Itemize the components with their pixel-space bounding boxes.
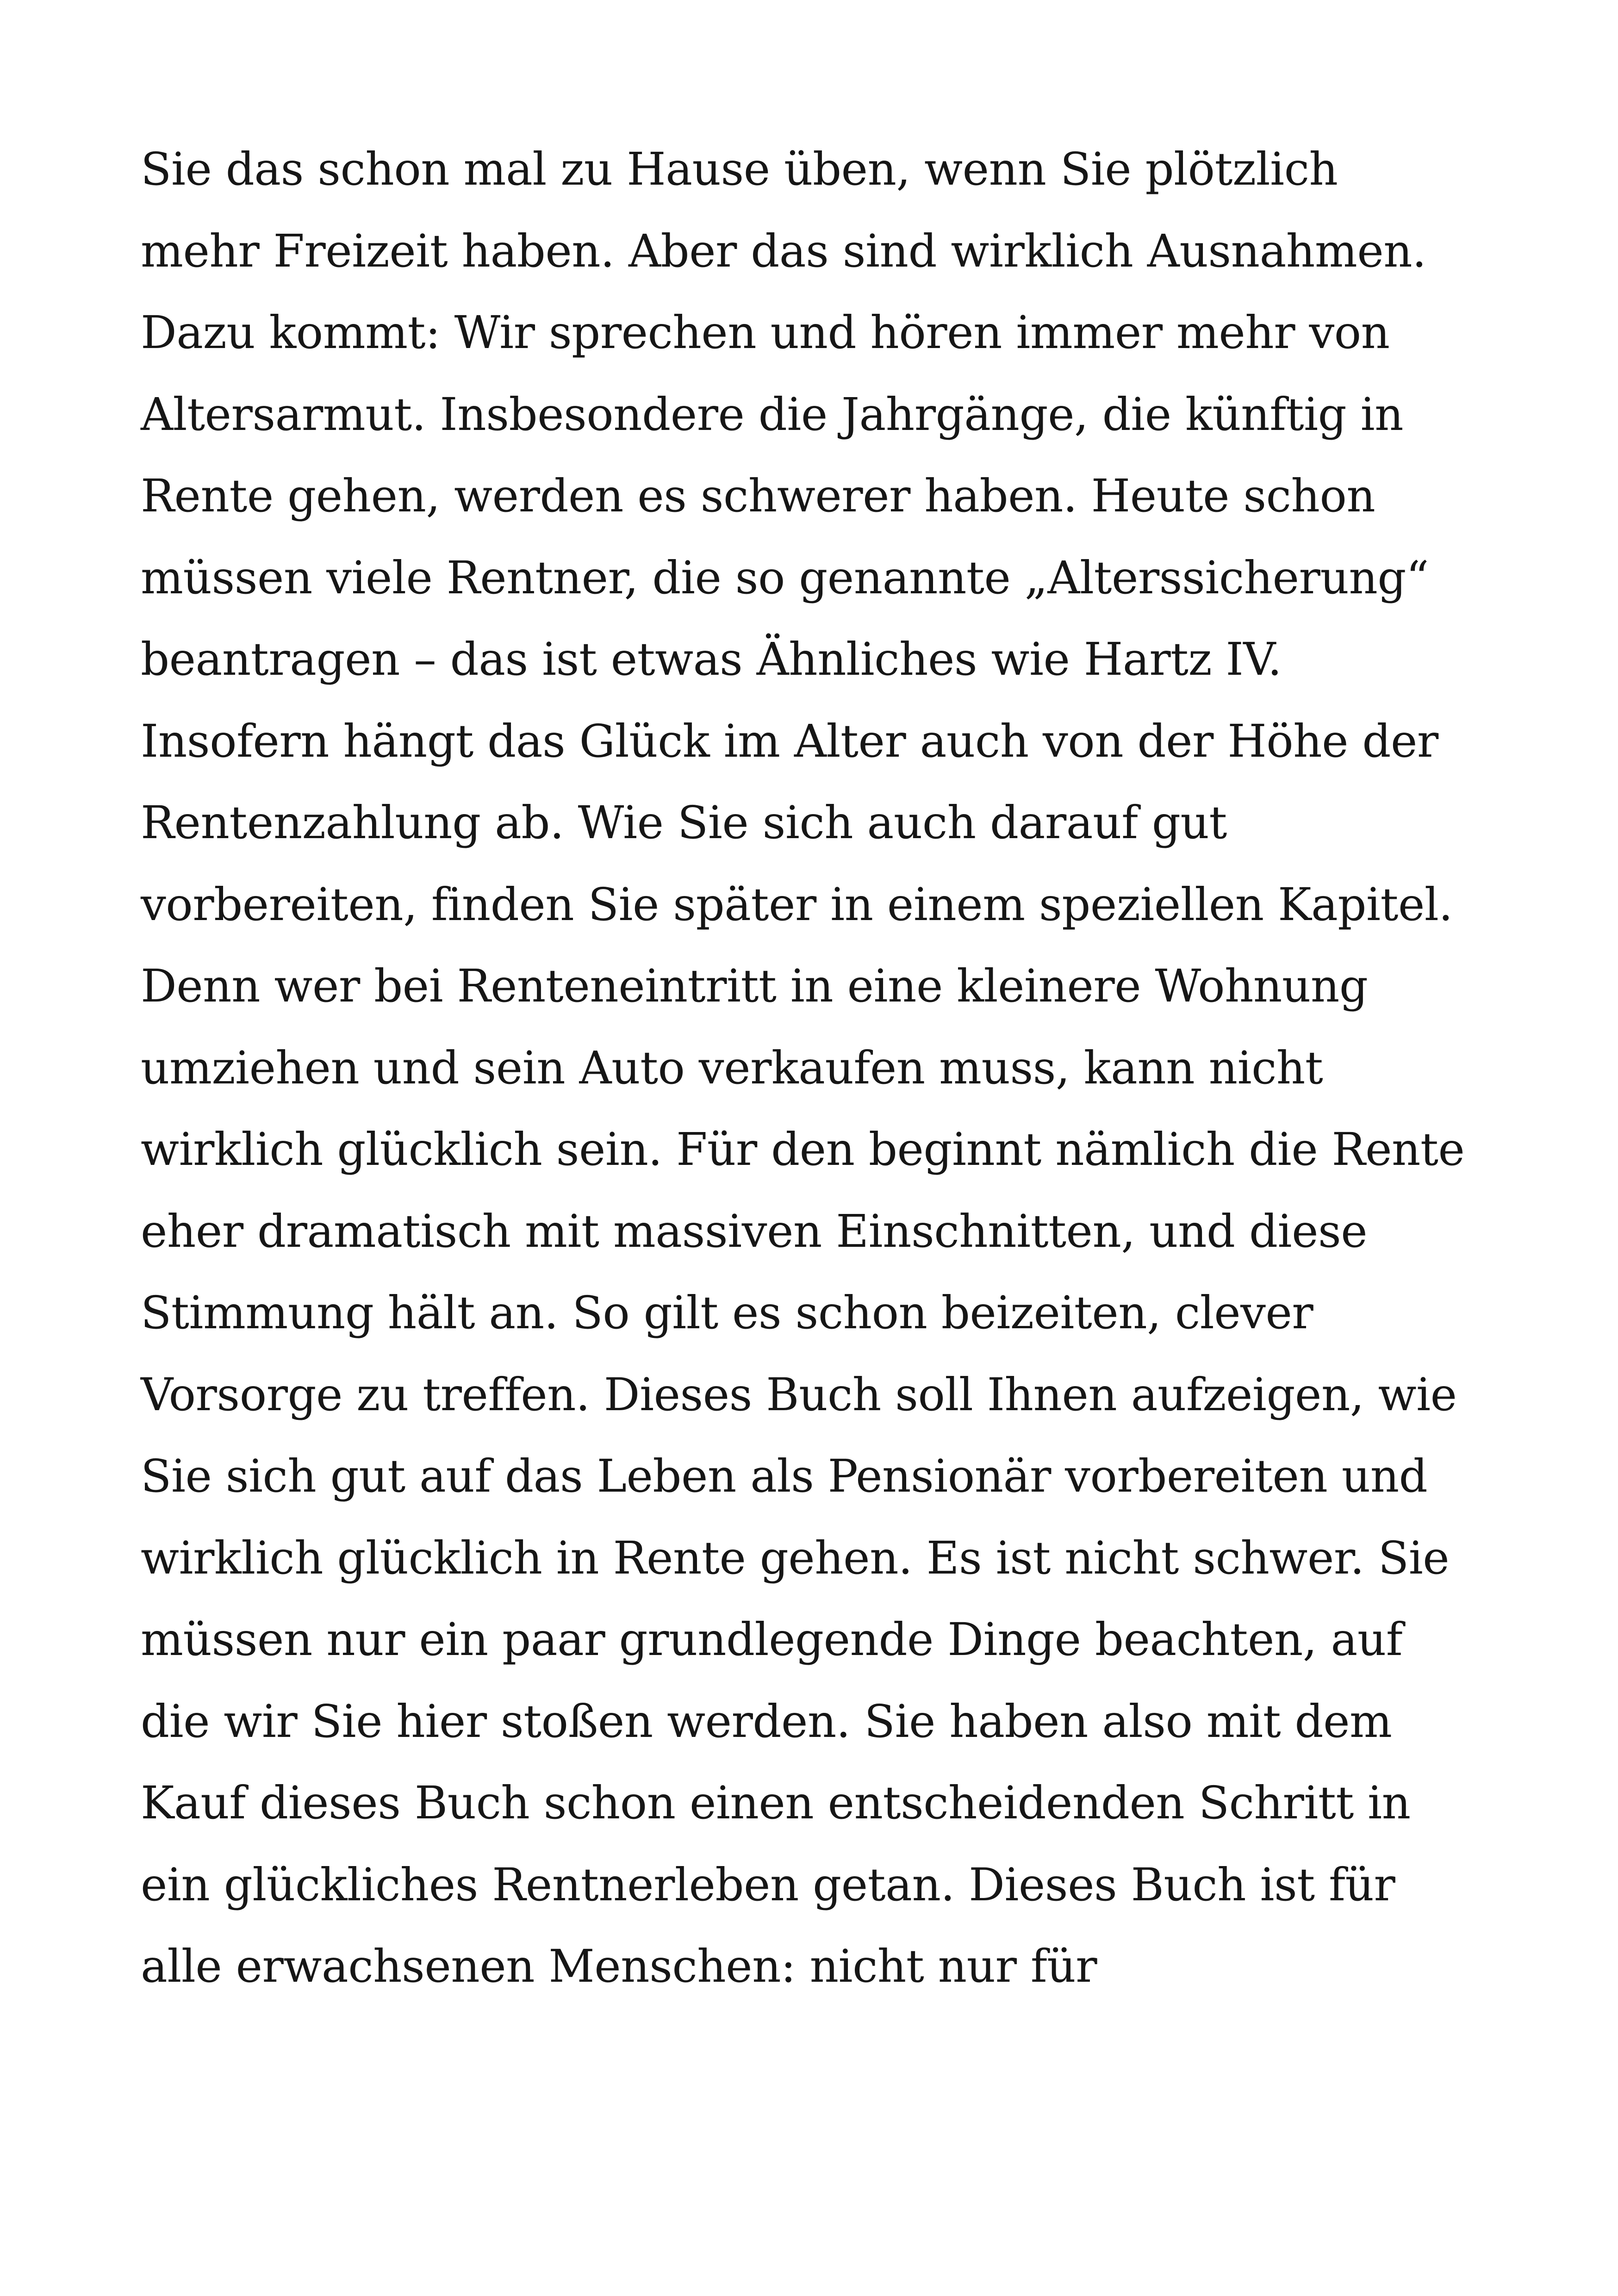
text-line: ein glückliches Rentnerleben getan. Dieses Buch ist für (141, 1858, 1395, 1911)
text-line: alle erwachsenen Menschen: nicht nur für (141, 1940, 1097, 1992)
text-line: mehr Freizeit haben. Aber das sind wirklich Ausnahmen. (141, 224, 1426, 277)
text-line: Denn wer bei Renteneintritt in eine kleinere Wohnung (141, 960, 1368, 1012)
text-line: wirklich glücklich sein. Für den beginnt nämlich die Rente (141, 1123, 1465, 1176)
text-line: Insofern hängt das Glück im Alter auch von der Höhe der (141, 715, 1438, 767)
text-line: Rente gehen, werden es schwerer haben. Heute schon (141, 470, 1375, 522)
text-line: Altersarmut. Insbesondere die Jahrgänge, die künftig in (141, 388, 1404, 441)
text-line: Kauf dieses Buch schon einen entscheidenden Schritt in (141, 1777, 1411, 1829)
text-line: beantragen – das ist etwas Ähnliches wie Hartz IV. (141, 633, 1282, 685)
text-line: Stimmung hält an. So gilt es schon beizeiten, clever (141, 1287, 1313, 1339)
text-line: wirklich glücklich in Rente gehen. Es ist nicht schwer. Sie (141, 1531, 1450, 1584)
text-line: müssen nur ein paar grundlegende Dinge beachten, auf (141, 1613, 1403, 1666)
text-line: umziehen und sein Auto verkaufen muss, kann nicht (141, 1041, 1323, 1094)
text-line: Rentenzahlung ab. Wie Sie sich auch darauf gut (141, 796, 1227, 849)
text-line: die wir Sie hier stoßen werden. Sie haben also mit dem (141, 1695, 1392, 1748)
text-line: eher dramatisch mit massiven Einschnitten, und diese (141, 1205, 1368, 1257)
body-paragraph (141, 129, 1529, 2008)
text-line: Sie das schon mal zu Hause üben, wenn Sie plötzlich (141, 143, 1338, 195)
text-line: Sie sich gut auf das Leben als Pensionär vorbereiten und (141, 1450, 1428, 1502)
text-line: müssen viele Rentner, die so genannte „Alterssicherung“ (141, 551, 1429, 604)
text-line: Dazu kommt: Wir sprechen und hören immer mehr von (141, 306, 1390, 359)
text-line: vorbereiten, finden Sie später in einem speziellen Kapitel. (141, 878, 1453, 931)
text-line: Vorsorge zu treffen. Dieses Buch soll Ihnen aufzeigen, wie (141, 1368, 1457, 1421)
